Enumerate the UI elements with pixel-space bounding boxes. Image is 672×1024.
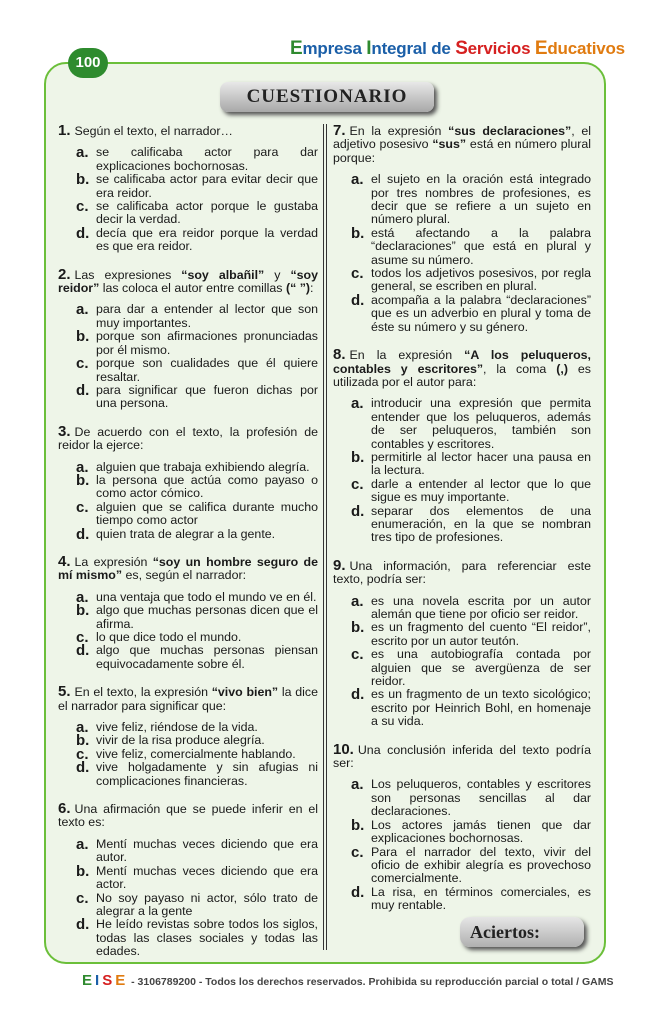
question-stem — [333, 556, 591, 587]
stem-text: Las expresiones — [74, 267, 182, 282]
stem-text: y — [264, 267, 291, 282]
option-letter: c. — [76, 498, 89, 516]
answer-option — [76, 862, 318, 892]
page-number: 100 — [68, 48, 108, 78]
question-number: 10. — [333, 740, 354, 758]
option-text: La risa, en términos comerciales, es muy rentable. — [371, 884, 591, 913]
option-letter: b. — [76, 862, 90, 880]
answer-option — [76, 889, 318, 919]
option-letter: c. — [76, 889, 89, 907]
option-text: se calificaba actor para evitar decir que era reidor. — [96, 172, 318, 200]
stem-emphasis: (“ ”) — [285, 281, 311, 296]
option-letter: a. — [351, 776, 364, 794]
answer-option — [76, 173, 318, 200]
option-letter: d. — [351, 502, 365, 520]
question-stem — [58, 685, 318, 713]
answer-option — [351, 688, 591, 728]
answer-option — [351, 816, 591, 846]
answer-option — [351, 883, 591, 913]
option-letter: a. — [76, 588, 89, 606]
option-text: quien trata de alegrar a la gente. — [96, 526, 276, 541]
question-number: 2. — [58, 265, 71, 283]
stem-emphasis: “vivo bien” — [211, 685, 279, 700]
answer-option — [351, 448, 591, 478]
option-text: alguien que trabaja exhibiendo alegría. — [96, 459, 310, 474]
question-number: 3. — [58, 422, 71, 440]
question-stem — [333, 740, 591, 771]
answer-option — [351, 778, 591, 818]
header-initial: I — [366, 38, 372, 59]
stem-emphasis: “soy reidor” — [58, 267, 318, 296]
option-text: vive holgadamente y sin afugias ni complicaciones financieras. — [96, 760, 318, 788]
option-letter: d. — [76, 759, 90, 777]
option-letter: a. — [76, 458, 89, 476]
option-letter: d. — [76, 381, 90, 399]
option-letter: a. — [76, 301, 89, 319]
answer-option — [76, 224, 318, 254]
header-word: ervicios — [467, 39, 531, 58]
option-letter: b. — [76, 732, 90, 750]
page-title: CUESTIONARIO — [220, 82, 434, 112]
question-item — [58, 552, 318, 671]
question-number: 1. — [58, 122, 71, 139]
answer-option — [76, 146, 318, 173]
answer-option — [76, 498, 318, 528]
question-stem — [333, 124, 591, 165]
option-letter: b. — [76, 328, 90, 346]
stem-text: es, según el narrador: — [122, 568, 247, 583]
header-initial: S — [455, 38, 468, 59]
option-text: es una autobiografía contada por alguien que se avergüenza de ser reidor. — [371, 647, 591, 689]
question-item — [333, 556, 591, 729]
answer-option — [76, 835, 318, 865]
answer-option — [76, 471, 318, 501]
option-text: Mentí muchas veces diciendo que era autor. — [96, 836, 318, 865]
option-text: todos los adjetivos posesivos, por regla general, se escriben en plural. — [371, 266, 591, 294]
option-text: alguien que se califica durante mucho tiempo como actor — [96, 499, 318, 528]
question-number: 4. — [58, 552, 71, 570]
answer-option — [76, 381, 318, 411]
stem-text: Una información, para referenciar este texto, podría ser: — [333, 558, 591, 587]
option-letter: a. — [351, 592, 364, 610]
option-letter: c. — [76, 629, 89, 646]
question-item — [58, 685, 318, 788]
option-text: vivir de la risa produce alegría. — [96, 733, 265, 748]
option-text: separar dos elementos de una enumeración, en la que se nombran tres tipo de profesiones. — [371, 503, 591, 545]
option-text: vive feliz, comercialmente hablando. — [96, 746, 296, 761]
option-text: está afectando a la palabra “declaraciones” que está en plural y asume su número. — [371, 225, 591, 267]
answer-option — [76, 303, 318, 330]
question-item — [333, 348, 591, 545]
stem-text: , el adjetivo posesivo — [333, 124, 591, 152]
question-stem — [58, 552, 318, 583]
option-text: decía que era reidor porque la verdad es que era reidor. — [96, 225, 318, 254]
option-text: permitirle al lector hacer una pausa en la lectura. — [371, 449, 591, 478]
question-number: 9. — [333, 556, 346, 574]
publisher-header — [290, 38, 625, 60]
option-text: Los actores jamás tienen que dar explicaciones bochornosas. — [371, 817, 591, 846]
answer-option — [351, 475, 591, 505]
question-number: 7. — [333, 122, 346, 139]
option-text: se calificaba actor porque le gustaba decir la verdad. — [96, 199, 318, 227]
header-word: de — [431, 39, 451, 58]
footer — [82, 972, 612, 989]
stem-text: De acuerdo con el texto, la profesión de reidor la ejerce: — [58, 424, 318, 453]
option-letter: d. — [76, 916, 90, 934]
question-number: 5. — [58, 683, 71, 701]
option-text: lo que dice todo el mundo. — [96, 630, 242, 644]
answer-option — [76, 357, 318, 384]
option-letter: d. — [351, 686, 365, 704]
option-letter: c. — [351, 475, 364, 493]
question-item — [58, 265, 318, 411]
answer-option — [351, 621, 591, 648]
option-letter: d. — [76, 525, 90, 543]
stem-emphasis: (,) — [556, 361, 568, 376]
option-text: para dar a entender al lector que son muy importantes. — [96, 302, 318, 330]
stem-text: En la expresión — [349, 124, 449, 138]
option-text: Para el narrador del texto, vivir del oficio de exhibir alegría es provechoso comercialmente. — [371, 844, 591, 886]
option-text: la persona que actúa como payaso o como actor cómico. — [96, 472, 318, 501]
stem-text: Una afirmación que se puede inferir en el texto es: — [58, 802, 318, 830]
questions-column-right — [333, 124, 591, 927]
header-initial: E — [534, 38, 548, 59]
footer-logo-letter: E — [82, 972, 96, 989]
answer-option — [76, 200, 318, 227]
stem-text: En el texto, la expresión — [74, 685, 212, 700]
option-letter: c. — [351, 843, 364, 861]
option-text: es un fragmento de un texto sicológico; escrito por Heinrich Bohl, en homenaje a su vida. — [371, 687, 591, 729]
option-text: darle a entender al lector que lo que sigue es muy importante. — [371, 476, 591, 505]
option-letter: b. — [351, 816, 365, 834]
answer-option — [76, 588, 318, 606]
stem-text: : — [310, 281, 314, 296]
option-letter: a. — [351, 395, 364, 413]
footer-logo-letter: I — [95, 972, 103, 989]
answer-option — [76, 525, 318, 543]
stem-text: las coloca el autor entre comillas — [99, 281, 286, 296]
stem-text: la dice el narrador para significar que: — [58, 685, 318, 713]
option-letter: c. — [351, 265, 364, 283]
option-letter: d. — [351, 883, 365, 901]
stem-emphasis: “A los peluqueros, contables y escritores” — [333, 348, 591, 376]
answer-option — [351, 291, 591, 334]
option-letter: b. — [351, 619, 365, 637]
stem-text: , la coma — [483, 361, 557, 376]
footer-text: - 3106789200 - Todos los derechos reservados. Prohibida su reproducción parcial o total / GAMS — [131, 976, 614, 988]
stem-emphasis: “sus” — [432, 137, 467, 152]
option-letter: a. — [76, 144, 89, 162]
option-text: el sujeto en la oración está integrado por tres nombres de profesiones, es decir que se refiere a un sujeto en número plural. — [371, 172, 591, 227]
option-letter: b. — [76, 602, 90, 620]
question-item — [58, 422, 318, 543]
answer-option — [76, 745, 318, 763]
stem-text: es utilizada por el autor para: — [333, 361, 591, 389]
option-text: acompaña a la palabra “declaraciones” que es un adverbio en plural y toma de éste su número y su género. — [371, 292, 591, 334]
option-letter: d. — [76, 224, 90, 242]
option-text: algo que muchas personas piensan equivocadamente sobre él. — [96, 643, 318, 671]
option-letter: d. — [351, 291, 365, 309]
answer-option — [76, 458, 318, 476]
stem-text: Una conclusión inferida del texto podría ser: — [333, 742, 591, 771]
question-item — [58, 802, 318, 958]
option-text: se calificaba actor para dar explicaciones bochornosas. — [96, 145, 318, 173]
question-stem — [58, 802, 318, 830]
question-stem — [58, 124, 318, 138]
answer-option — [76, 604, 318, 631]
answer-option — [76, 761, 318, 788]
option-letter: c. — [76, 355, 89, 373]
option-text: es un fragmento del cuento “El reidor”, escrito por un autor teutón. — [371, 620, 591, 648]
stem-emphasis: “soy un hombre seguro de mí mismo” — [58, 554, 318, 583]
answer-option — [351, 397, 591, 451]
option-letter: b. — [76, 171, 90, 189]
answer-option — [76, 330, 318, 357]
option-text: para significar que fueron dichas por una persona. — [96, 382, 318, 411]
option-text: algo que muchas personas dicen que el afirma. — [96, 603, 318, 631]
answer-option — [351, 592, 591, 622]
stem-text: La expresión — [74, 554, 153, 569]
answer-option — [351, 502, 591, 545]
answer-option — [351, 224, 591, 267]
option-letter: a. — [76, 719, 89, 737]
answer-option — [76, 719, 318, 737]
option-letter: b. — [351, 224, 365, 242]
option-text: Los peluqueros, contables y escritores son personas sencillas al dar declaraciones. — [371, 777, 591, 819]
question-item — [58, 124, 318, 254]
column-divider — [323, 124, 327, 950]
option-text: porque son cualidades que él quiere resaltar. — [96, 356, 318, 384]
score-box: Aciertos: — [460, 917, 584, 947]
option-text: introducir una expresión que permita entender que los peluqueros, además de ser peluqueros, también son contables y escritores. — [371, 396, 591, 451]
answer-option — [351, 648, 591, 688]
header-initial: E — [290, 38, 303, 59]
option-text: No soy payaso ni actor, sólo trato de alegrar a la gente — [96, 890, 318, 918]
header-word: ducativos — [547, 39, 625, 58]
question-stem — [58, 422, 318, 453]
stem-text: está en número plural porque: — [333, 137, 592, 165]
option-letter: a. — [351, 171, 364, 189]
option-letter: c. — [76, 198, 89, 216]
answer-option — [351, 843, 591, 886]
option-letter: d. — [76, 642, 90, 660]
answer-option — [351, 267, 591, 294]
option-text: vive feliz, riéndose de la vida. — [96, 720, 258, 735]
option-text: es una novela escrita por un autor alemán que tiene por oficio ser reidor. — [371, 593, 591, 621]
option-text: porque son afirmaciones pronunciadas por él mismo. — [96, 329, 318, 357]
question-number: 8. — [333, 346, 346, 364]
answer-option — [76, 631, 318, 644]
header-word: mpresa — [302, 39, 362, 58]
questions-column-left — [58, 124, 318, 973]
header-word: ntegral — [371, 39, 427, 58]
footer-logo-letter: E — [115, 972, 129, 989]
stem-text: Según el texto, el narrador… — [74, 124, 233, 138]
footer-logo-letter: S — [102, 972, 116, 989]
option-letter: a. — [76, 835, 89, 853]
option-text: He leído revistas sobre todos los siglos, todas las clases sociales y todas las edades. — [96, 917, 318, 959]
question-item — [333, 124, 591, 334]
question-number: 6. — [58, 800, 71, 818]
question-item — [333, 740, 591, 913]
question-stem — [58, 265, 318, 296]
option-letter: c. — [76, 745, 89, 763]
question-stem — [333, 348, 591, 389]
answer-option — [76, 918, 318, 958]
option-text: Mentí muchas veces diciendo que era actor. — [96, 863, 318, 892]
answer-option — [351, 173, 591, 227]
option-letter: c. — [351, 646, 364, 664]
option-letter: b. — [76, 471, 90, 489]
answer-option — [76, 644, 318, 671]
answer-option — [76, 732, 318, 750]
option-text: una ventaja que todo el mundo ve en él. — [96, 589, 317, 604]
option-letter: b. — [351, 448, 365, 466]
stem-emphasis: “sus declaraciones” — [448, 124, 572, 138]
stem-text: En la expresión — [349, 348, 465, 363]
stem-emphasis: “soy albañil” — [181, 267, 265, 282]
